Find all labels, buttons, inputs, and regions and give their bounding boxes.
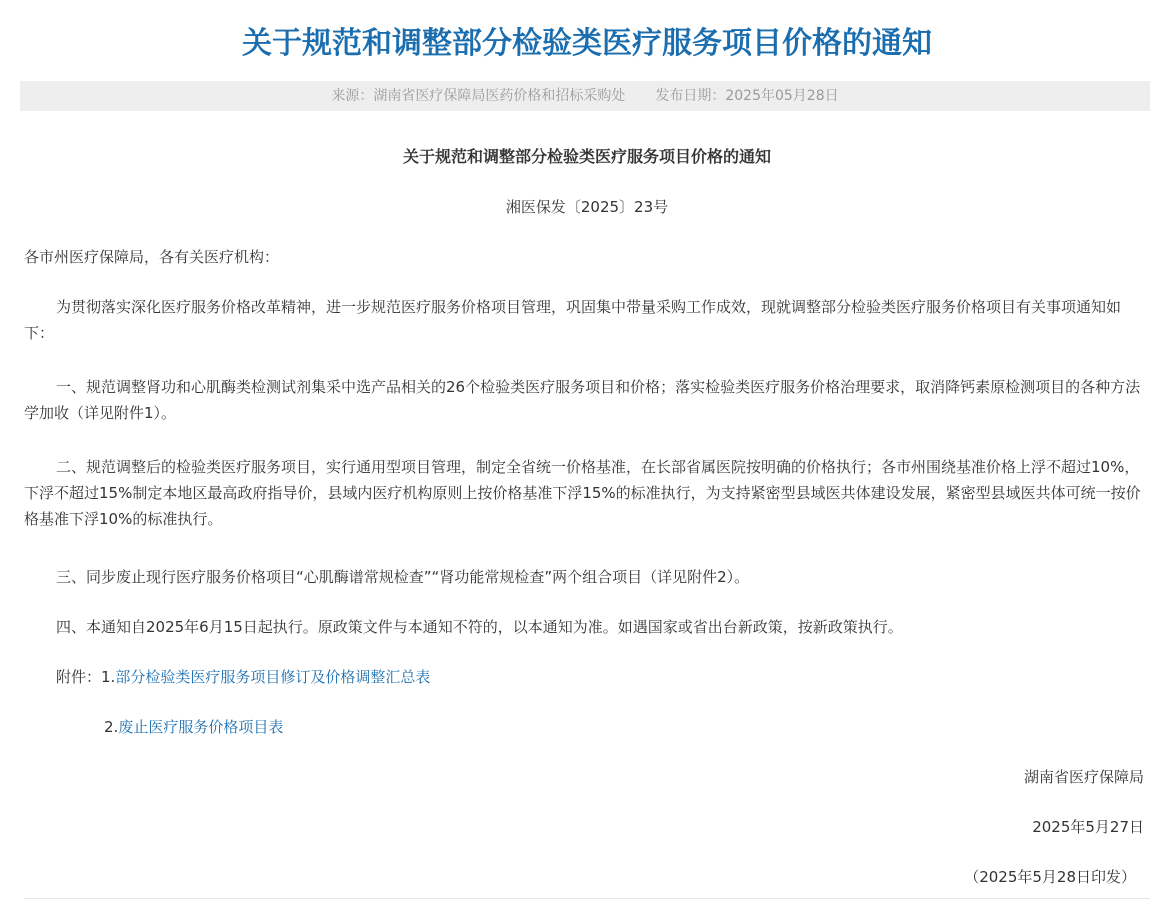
attachment-1-number: 1. (101, 668, 116, 686)
issuer: 湖南省医疗保障局 (1023, 768, 1144, 786)
attachment-2-line (24, 714, 1148, 740)
publish-date: 发布日期：2025年05月28日 (655, 88, 839, 104)
attachment-2-link[interactable]: 废止医疗服务价格项目表 (118, 718, 284, 736)
bottom-divider (24, 898, 1150, 899)
document-number: 湘医保发〔2025〕23号 (505, 198, 669, 216)
item-2-paragraph: 二、规范调整后的检验类医疗服务项目，实行通用型项目管理，制定全省统一价格基准，在长部省属医院按明确的价格执行；各市州围绕基准价格上浮不超过10%，下浮不超过15%制定本地区最高政府指导价，县域内医疗机构原则上按价格基准下浮15%的标准执行，为支持紧密型县域医共体建设发展，紧密型县域医共体可统一按价格基准下浮10%的标准执行。 (24, 458, 1141, 528)
source-label: 来源：湖南省医疗保障局医药价格和招标采购处 (331, 88, 626, 104)
item-3-paragraph: 三、同步废止现行医疗服务价格项目“心肌酶谱常规检查”“肾功能常规检查”两个组合项目（详见附件2）。 (56, 568, 750, 586)
attachment-1-line (24, 664, 1148, 690)
page-title: 关于规范和调整部分检验类医疗服务项目价格的通知 (242, 26, 932, 61)
item-1-paragraph: 一、规范调整肾功和心肌酶类检测试剂集采中选产品相关的26个检验类医疗服务项目和价格；落实检验类医疗服务价格治理要求，取消降钙素原检测项目的各种方法学加收（详见附件1）。 (24, 378, 1141, 422)
article-title: 关于规范和调整部分检验类医疗服务项目价格的通知 (402, 147, 771, 166)
intro-paragraph: 为贯彻落实深化医疗服务价格改革精神，进一步规范医疗服务价格项目管理，巩固集中带量采购工作成效，现就调整部分检验类医疗服务价格项目有关事项通知如下： (24, 298, 1122, 342)
meta-bar (20, 81, 1150, 111)
sign-date: 2025年5月27日 (1032, 818, 1144, 836)
print-note: （2025年5月28日印发） (964, 868, 1136, 886)
salutation: 各市州医疗保障局，各有关医疗机构： (24, 248, 280, 266)
attachments-label: 附件： (56, 668, 102, 686)
attachment-1-link[interactable]: 部分检验类医疗服务项目修订及价格调整汇总表 (115, 668, 431, 686)
item-4-paragraph: 四、本通知自2025年6月15日起执行。原政策文件与本通知不符的，以本通知为准。如遇国家或省出台新政策，按新政策执行。 (56, 618, 903, 636)
attachment-2-number: 2. (104, 718, 119, 736)
